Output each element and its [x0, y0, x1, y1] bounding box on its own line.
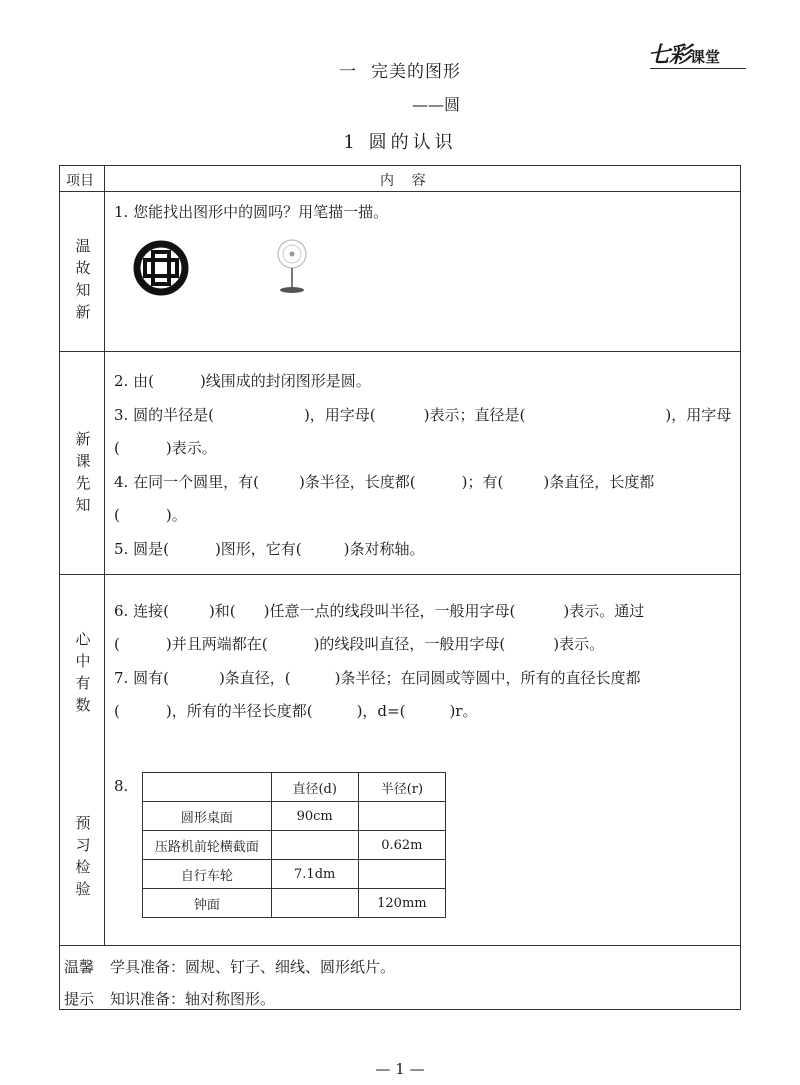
lesson-title: 1 圆的认识 [343, 132, 457, 153]
table-cell: 直径(d) [271, 773, 358, 802]
table-row [143, 802, 446, 831]
question-5: 5. 圆是( )图形，它有( )条对称轴。 [114, 540, 425, 558]
question-3-continued: ( )表示。 [114, 439, 217, 457]
tips-knowledge: 知识准备：轴对称图形。 [110, 990, 276, 1008]
chapter-number: 一 [339, 62, 357, 82]
question-4-continued: ( )。 [114, 506, 187, 524]
logo-script: 七彩 [648, 42, 691, 68]
table-cell: 钟面 [143, 889, 272, 918]
tips-tools: 学具准备：圆规、钉子、细线、圆形纸片。 [110, 958, 396, 976]
page-number: — 1 — [375, 1060, 425, 1078]
header-item: 项目 [66, 173, 94, 189]
row-divider [59, 191, 741, 192]
question-4: 4. 在同一个圆里，有( )条半径，长度都( )；有( )条直径，长度都 [114, 473, 655, 491]
question-3: 3. 圆的半径是( )，用字母( )表示；直径是( )，用字母 [114, 406, 732, 424]
subchapter-title: ——圆 [412, 95, 461, 114]
table-cell: 自行车轮 [143, 860, 272, 889]
table-cell [143, 773, 272, 802]
section-tips-label-1: 温馨 [64, 958, 95, 976]
table-cell: 120mm [358, 889, 445, 918]
question-6-continued: ( )并且两端都在( )的线段叫直径，一般用字母( )表示。 [114, 635, 605, 653]
table-cell [271, 889, 358, 918]
column-divider [104, 165, 105, 945]
circle-measure-table [142, 772, 446, 918]
section-preview-label: 新课先知 [75, 430, 91, 514]
table-row [143, 860, 446, 889]
table-cell: 0.62m [358, 831, 445, 860]
table-header-row [143, 773, 446, 802]
row-divider [59, 574, 741, 575]
table-cell: 圆形桌面 [143, 802, 272, 831]
logo-word: 课堂 [690, 48, 721, 66]
question-7: 7. 圆有( )条直径，( )条半径；在同圆或等圆中，所有的直径长度都 [114, 669, 641, 687]
table-cell: 压路机前轮横截面 [143, 831, 272, 860]
chapter-title [0, 57, 800, 82]
section-review-label: 温故知新 [75, 237, 91, 321]
section-tips-label-2: 提示 [64, 990, 95, 1008]
section-check-label: 预习检验 [75, 814, 91, 898]
electric-fan-icon [270, 236, 314, 296]
table-cell [358, 802, 445, 831]
coin-icon [133, 240, 189, 296]
table-cell [358, 860, 445, 889]
question-1: 1. 您能找出图形中的圆吗？用笔描一描。 [114, 203, 389, 221]
row-divider [59, 351, 741, 352]
table-cell: 90cm [271, 802, 358, 831]
table-row [143, 831, 446, 860]
chapter-name: 完美的图形 [371, 62, 461, 82]
table-cell: 7.1dm [271, 860, 358, 889]
table-row [143, 889, 446, 918]
question-2: 2. 由( )线围成的封闭图形是圆。 [114, 372, 371, 390]
question-8: 8. [114, 777, 129, 795]
question-7-continued: ( )，所有的半径长度都( )，d=( )r。 [114, 702, 478, 720]
table-cell [271, 831, 358, 860]
section-mind-label: 心中有数 [75, 630, 91, 714]
table-cell: 半径(r) [358, 773, 445, 802]
question-6: 6. 连接( )和( )任意一点的线段叫半径，一般用字母( )表示。通过 [114, 602, 645, 620]
header-content: 内 容 [380, 173, 426, 189]
row-divider [59, 945, 741, 946]
